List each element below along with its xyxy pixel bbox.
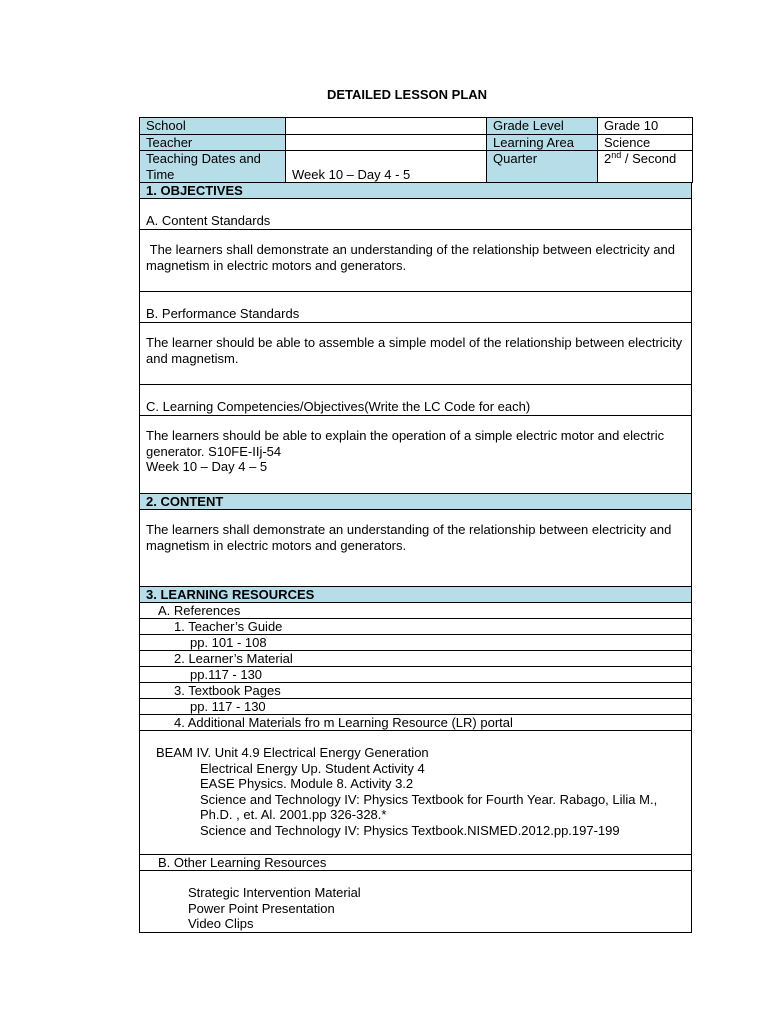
other-resource-item: Video Clips: [188, 916, 254, 931]
additional-materials-list: [139, 731, 692, 855]
competencies-text: The learners should be able to explain the operation of a simple electric motor and electric generator. S10FE-IIj-54: [146, 428, 665, 459]
content-standards-label: A. Content Standards: [139, 199, 692, 230]
additional-item: BEAM IV. Unit 4.9 Electrical Energy Generation: [156, 745, 429, 760]
learning-area-label: Learning Area: [487, 134, 598, 151]
objectives-heading: 1. OBJECTIVES: [139, 183, 692, 199]
grade-level-label: Grade Level: [487, 118, 598, 135]
lesson-plan-form: [139, 117, 692, 933]
competencies-label: C. Learning Competencies/Objectives(Write the LC Code for each): [139, 385, 692, 416]
references-label: A. References: [139, 603, 692, 619]
grade-level-value: Grade 10: [598, 118, 693, 135]
other-resources-label: B. Other Learning Resources: [139, 855, 692, 871]
content-heading: 2. CONTENT: [139, 494, 692, 510]
additional-item: Science and Technology IV: Physics Textbook for Fourth Year. Rabago, Lilia M., Ph.D. , et. Al. 2001.pp 326-328.*: [200, 791, 658, 822]
document-title: DETAILED LESSON PLAN: [326, 87, 488, 102]
teaching-dates-value: Week 10 – Day 4 - 5: [286, 151, 487, 183]
quarter-number: 2: [604, 151, 612, 166]
other-resource-item: Power Point Presentation: [188, 900, 335, 916]
performance-standards-label: B. Performance Standards: [139, 292, 692, 323]
learners-material-pages: pp.117 - 130: [139, 667, 692, 683]
performance-standards-text: The learner should be able to assemble a simple model of the relationship between electricity and magnetism.: [139, 323, 692, 385]
teaching-dates-label: Teaching Dates and Time: [140, 151, 286, 183]
learning-area-value: Science: [598, 134, 693, 151]
additional-item: Science and Technology IV: Physics Textbook.NISMED.2012.pp.197-199: [200, 822, 620, 838]
other-resources-list: [139, 871, 692, 933]
quarter-label: Quarter: [487, 151, 598, 183]
quarter-suffix: nd: [611, 150, 622, 160]
additional-materials-label: 4. Additional Materials fro m Learning Resource (LR) portal: [139, 715, 692, 731]
additional-item: Electrical Energy Up. Student Activity 4: [200, 760, 425, 776]
teachers-guide-label: 1. Teacher’s Guide: [139, 619, 692, 635]
additional-item: EASE Physics. Module 8. Activity 3.2: [200, 776, 414, 791]
school-field[interactable]: [286, 118, 487, 135]
competencies-cell: [139, 416, 692, 494]
learners-material-label: 2. Learner’s Material: [139, 651, 692, 667]
quarter-text: / Second: [621, 151, 677, 166]
textbook-label: 3. Textbook Pages: [139, 683, 692, 699]
resources-heading: 3. LEARNING RESOURCES: [139, 587, 692, 603]
teachers-guide-pages: pp. 101 - 108: [139, 635, 692, 651]
header-info-table: [139, 117, 693, 183]
content-standards-text: The learners shall demonstrate an understanding of the relationship between electricity and magnetism in electric motors and generators.: [139, 230, 692, 292]
content-text: The learners shall demonstrate an understanding of the relationship between electricity and magnetism in electric motors and generators.: [139, 510, 692, 587]
competencies-week: Week 10 – Day 4 – 5: [146, 459, 268, 474]
quarter-value: [598, 151, 693, 183]
school-label: School: [140, 118, 286, 135]
teacher-label: Teacher: [140, 134, 286, 151]
textbook-pages: pp. 117 - 130: [139, 699, 692, 715]
other-resource-item: Strategic Intervention Material: [188, 885, 361, 900]
teacher-field[interactable]: [286, 134, 487, 151]
